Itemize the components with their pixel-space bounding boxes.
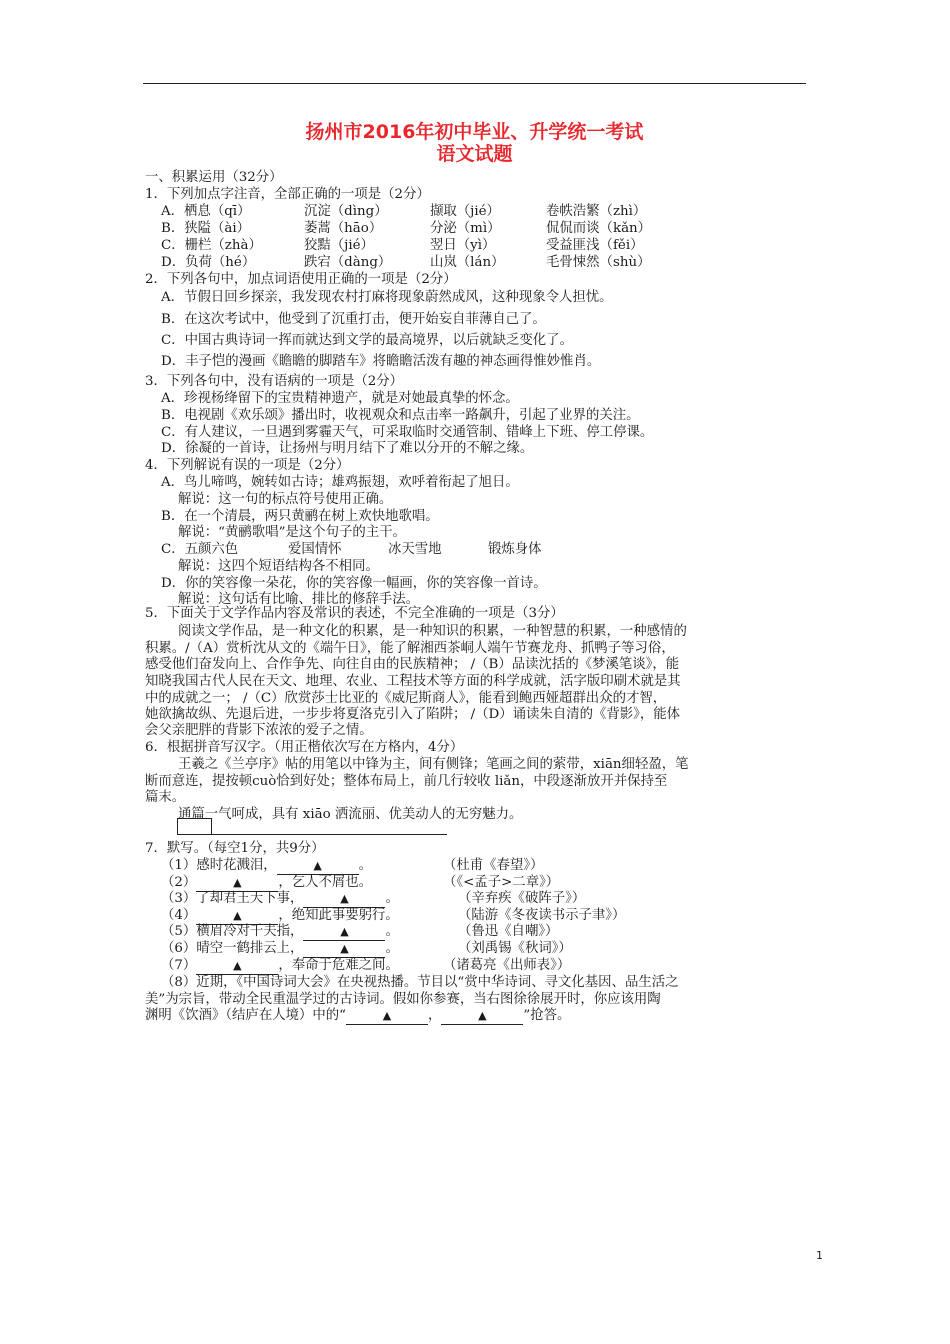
item-prefix: 感时花溅泪， — [196, 858, 277, 873]
q1-a-1: A．栖息（qī） — [161, 204, 251, 219]
q7-item-5 — [161, 923, 399, 941]
q7-item-8-line-3 — [145, 1007, 570, 1025]
item-number: （4） — [161, 908, 197, 923]
q1-b-3: 分泌（mì） — [430, 221, 501, 236]
q1-d-2: 跌宕（dàng） — [304, 255, 392, 270]
answer-blank[interactable] — [303, 923, 385, 941]
q7-item-8-line-1: （8）近期，《中国诗词大会》在央视热播。节目以“赏中华诗词、寻文化基因、品生活之 — [161, 975, 679, 990]
q5-line-5: 中的成就之一； /（C）欣赏莎士比亚的《威尼斯商人》，能看到鲍西娅超群出众的才智， — [145, 691, 667, 706]
q3-option-a: A．珍视杨绛留下的宝贵精神遗产，就是对她最真挚的怀念。 — [161, 391, 519, 406]
q1-c-1: C．栅栏（zhà） — [161, 238, 262, 253]
q1-a-2: 沉淀（dìng） — [304, 204, 388, 219]
q1-d-4: 毛骨悚然（shù） — [546, 255, 651, 270]
item-number: （6） — [161, 941, 197, 956]
header-rule — [143, 83, 806, 84]
q1-c-4: 受益匪浅（fěi） — [546, 238, 644, 253]
q2-option-c: C．中国古典诗词一挥而就达到文学的最高境界，以后就缺乏变化了。 — [161, 333, 573, 348]
q1-b-4: 侃侃而谈（kǎn） — [546, 221, 652, 236]
q1-a-3: 撷取（jié） — [430, 204, 500, 219]
answer-blank[interactable] — [277, 857, 359, 875]
q7-source-5: （鲁迅《自嘲》） — [458, 924, 559, 939]
q4-c-word-4: 锻炼身体 — [488, 542, 542, 557]
q7-item-3 — [161, 890, 399, 908]
q4-option-a: A．鸟儿啼鸣，婉转如古诗；雄鸡振翅，欢呼着衔起了旭日。 — [161, 475, 519, 490]
q6-line-1: 王羲之《兰亭序》帖的用笔以中锋为主，间有侧锋；笔画之间的萦带，xiān细轻盈，笔 — [178, 757, 689, 772]
item-prefix: 了却君王天下事， — [196, 891, 304, 906]
q6-line-3: 篇末。 — [145, 790, 186, 805]
q6-line-2: 断而意连，提按顿cuò恰到好处；整体布局上，前几行较收 liǎn，中段逐渐放开并保持至 — [145, 774, 668, 789]
q5-stem: 5．下面关于文学作品内容及常识的表述，不完全准确的一项是（3分） — [145, 606, 564, 621]
answer-blank[interactable] — [346, 1007, 428, 1025]
q6-stem: 6．根据拼音写汉字。（用正楷依次写在方格内，4分） — [145, 740, 464, 755]
item-suffix: 。 — [358, 858, 373, 873]
item8-comma: ， — [428, 1008, 442, 1023]
exam-subtitle: 语文试题 — [436, 143, 513, 165]
q4-d-note: 解说：这句话有比喻、排比的修辞手法。 — [178, 592, 420, 607]
q6-line-4: 通篇一气呵成，具有 xiāo 洒流丽、优美动人的无穷魅力。 — [178, 807, 523, 822]
answer-grid-line — [177, 834, 447, 835]
q4-a-note: 解说：这一句的标点符号使用正确。 — [178, 492, 393, 507]
q7-source-7: （诸葛亮《出师表》） — [443, 958, 571, 973]
triangle-icon: ▲ — [233, 959, 242, 972]
q7-item-6 — [161, 940, 399, 958]
q2-stem: 2．下列各句中，加点词语使用正确的一项是（2分） — [145, 272, 457, 287]
item-prefix: 晴空一鹤排云上， — [196, 941, 304, 956]
q7-source-2: （《<孟子>二章》） — [443, 875, 560, 890]
q1-a-4: 卷帙浩繁（zhì） — [546, 204, 647, 219]
q7-source-4: （陆游《冬夜读书示子聿》） — [458, 908, 626, 923]
item-suffix: 。 — [385, 891, 399, 906]
q2-option-b: B．在这次考试中，他受到了沉重打击，便开始妄自菲薄自己了。 — [161, 312, 546, 327]
q4-option-d: D．你的笑容像一朵花，你的笑容像一幅画，你的笑容像一首诗。 — [161, 576, 547, 591]
q7-source-6: （刘禹锡《秋词》） — [458, 941, 572, 956]
q5-line-7: 会父亲肥胖的背影下浓浓的爱子之情。 — [145, 723, 373, 738]
item8-prefix: 渊明《饮酒》（结庐在人境）中的“ — [145, 1008, 347, 1023]
triangle-icon: ▲ — [340, 892, 349, 905]
item-suffix: ，绝知此事要躬行。 — [278, 908, 399, 923]
q7-stem: 7．默写。（每空1分，共9分） — [145, 841, 325, 856]
item-number: （5） — [161, 924, 197, 939]
answer-blank[interactable] — [441, 1007, 523, 1025]
q4-option-b: B．在一个清晨，两只黄鹂在树上欢快地歌唱。 — [161, 509, 439, 524]
q5-line-1: 阅读文学作品，是一种文化的积累，是一种知识的积累，一种智慧的积累，一种感情的 — [178, 624, 687, 639]
answer-blank[interactable] — [196, 957, 278, 975]
q1-d-3: 山岚（lán） — [430, 255, 505, 270]
q5-line-2: 积累。/（A）赏析沈从文的《端午日》，能了解湘西茶峒人端午节赛龙舟、抓鸭子等习俗， — [145, 641, 675, 656]
exam-title: 扬州市2016年初中毕业、升学统一考试 — [305, 121, 644, 143]
q5-line-6: 她欲擒故纵、先退后进，一步步将夏洛克引入了陷阱； /（D）诵读朱自清的《背影》，能体 — [145, 707, 681, 722]
section-heading: 一、积累运用（32分） — [145, 170, 283, 185]
item-number: （1） — [161, 858, 197, 873]
item-suffix: ，乞人不屑也。 — [278, 875, 373, 890]
q2-option-a: A．节假日回乡探亲，我发现农村打麻将现象蔚然成风，这种现象令人担忧。 — [161, 290, 613, 305]
q5-line-4: 知晓我国古代人民在天文、地理、农业、工程技术等方面的科学成就，活字版印刷术就是其 — [145, 674, 681, 689]
answer-blank[interactable] — [303, 890, 385, 908]
q3-option-d: D．徐凝的一首诗，让扬州与明月结下了难以分开的不解之缘。 — [161, 441, 534, 456]
item-number: （2） — [161, 875, 197, 890]
q4-c-word-2: 爱国情怀 — [288, 542, 342, 557]
q4-option-c: C．五颜六色 — [161, 542, 239, 557]
triangle-icon: ▲ — [340, 925, 349, 938]
q5-line-3: 感受他们奋发向上、合作争先、向往自由的民族精神； /（B）品读沈括的《梦溪笔谈》，能 — [145, 657, 680, 672]
q7-source-1: （杜甫《春望》） — [443, 858, 544, 873]
item-prefix: 横眉冷对千夫指， — [196, 924, 304, 939]
q1-stem: 1．下列加点字注音，全部正确的一项是（2分） — [145, 187, 430, 202]
page-number: 1 — [816, 1249, 823, 1262]
item-suffix: ，奉命于危难之间。 — [278, 958, 399, 973]
triangle-icon: ▲ — [233, 876, 242, 889]
q7-item-8-line-2: 美”为宗旨，带动全民重温学过的古诗词。假如你参赛，当右图徐徐展开时，你应该用陶 — [145, 992, 661, 1007]
q7-source-3: （辛弃疾《破阵子》） — [458, 891, 586, 906]
q2-option-d: D．丰子恺的漫画《瞻瞻的脚踏车》将瞻瞻活泼有趣的神态画得惟妙惟肖。 — [161, 354, 601, 369]
q4-c-note: 解说：这四个短语结构各不相同。 — [178, 559, 379, 574]
q7-item-7 — [161, 957, 399, 975]
triangle-icon: ▲ — [340, 942, 349, 955]
q4-stem: 4．下列解说有误的一项是（2分） — [145, 458, 350, 473]
answer-grid-box[interactable] — [177, 818, 212, 835]
answer-blank[interactable] — [303, 940, 385, 958]
q4-b-note: 解说：“黄鹂歌唱”是这个句子的主干。 — [178, 525, 406, 540]
q7-item-1 — [161, 857, 372, 875]
q4-c-word-3: 冰天雪地 — [388, 542, 442, 557]
triangle-icon: ▲ — [478, 1009, 487, 1022]
triangle-icon: ▲ — [382, 1009, 392, 1022]
q1-d-1: D．负荷（hé） — [161, 255, 256, 270]
q1-c-2: 狡黠（jié） — [304, 238, 374, 253]
q3-stem: 3．下列各句中，没有语病的一项是（2分） — [145, 374, 404, 389]
item-suffix: 。 — [385, 941, 399, 956]
item8-suffix: ”抢答。 — [523, 1008, 571, 1023]
item-number: （3） — [161, 891, 197, 906]
triangle-icon: ▲ — [233, 909, 242, 922]
q3-option-c: C．有人建议，一旦遇到雾霾天气，可采取临时交通管制、错峰上下班、停工停课。 — [161, 425, 654, 440]
q1-b-1: B．狭隘（ài） — [161, 221, 251, 236]
q3-option-b: B．电视剧《欢乐颂》播出时，收视观众和点击率一路飙升，引起了业界的关注。 — [161, 408, 640, 423]
triangle-icon: ▲ — [313, 859, 322, 872]
item-number: （7） — [161, 958, 197, 973]
item-suffix: 。 — [385, 924, 399, 939]
q1-c-3: 翌日（yì） — [430, 238, 496, 253]
q1-b-2: 萎蒿（hāo） — [304, 221, 383, 236]
